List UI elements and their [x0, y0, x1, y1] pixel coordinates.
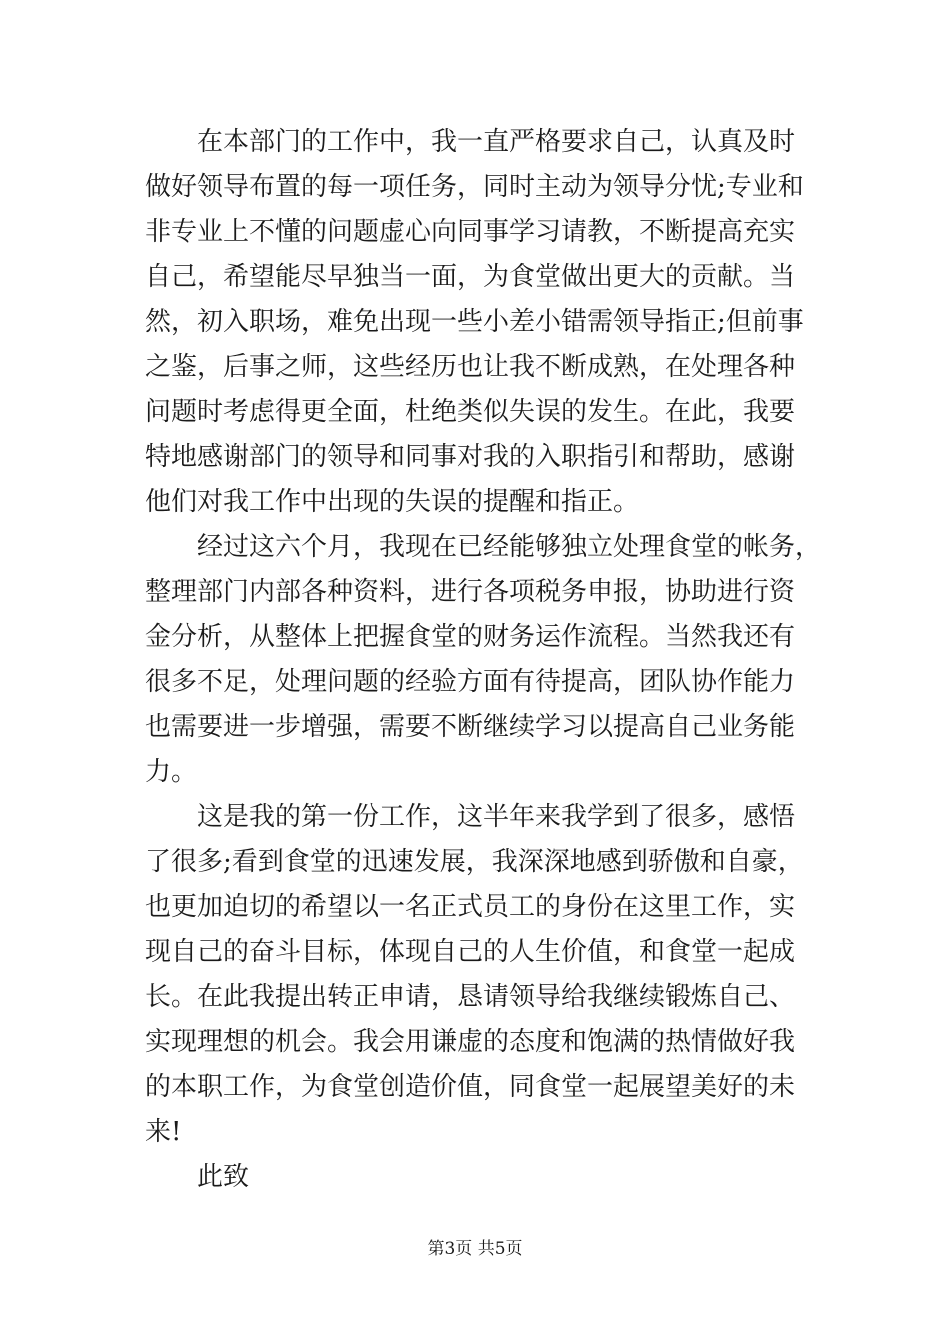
paragraph-1 [145, 120, 810, 525]
text-line: 在本部门的工作中，我一直严格要求自己，认真及时 [197, 127, 796, 157]
text-line: 然，初入职场，难免出现一些小差小错需领导指正;但前事 [145, 307, 804, 337]
text-line: 这是我的第一份工作，这半年来我学到了很多，感悟 [197, 802, 796, 832]
text-line: 也更加迫切的希望以一名正式员工的身份在这里工作，实 [145, 892, 796, 922]
text-line: 现自己的奋斗目标，体现自己的人生价值，和食堂一起成 [145, 937, 796, 967]
paragraph-3 [145, 795, 810, 1155]
text-line: 非专业上不懂的问题虚心向同事学习请教，不断提高充实 [145, 217, 796, 247]
text-line: 自己，希望能尽早独当一面，为食堂做出更大的贡献。当 [145, 262, 796, 292]
text-line: 实现理想的机会。我会用谦虚的态度和饱满的热情做好我 [145, 1027, 796, 1057]
text-line: 问题时考虑得更全面，杜绝类似失误的发生。在此，我要 [145, 397, 796, 427]
document-body [145, 120, 822, 1200]
text-line: 金分析，从整体上把握食堂的财务运作流程。当然我还有 [145, 622, 796, 652]
text-line: 特地感谢部门的领导和同事对我的入职指引和帮助，感谢 [145, 442, 796, 472]
closing-salutation: 此致 [197, 1162, 250, 1192]
page-number-footer: 第3页 共5页 [427, 1239, 523, 1259]
text-line: 也需要进一步增强，需要不断继续学习以提高自己业务能 [145, 712, 796, 742]
text-line: 长。在此我提出转正申请，恳请领导给我继续锻炼自己、 [145, 982, 796, 1012]
text-line: 很多不足，处理问题的经验方面有待提高，团队协作能力 [145, 667, 796, 697]
text-line: 的本职工作，为食堂创造价值，同食堂一起展望美好的未 [145, 1072, 796, 1102]
paragraph-2 [145, 525, 822, 795]
text-line: 之鉴，后事之师，这些经历也让我不断成熟，在处理各种 [145, 352, 796, 382]
text-line: 来! [145, 1117, 182, 1147]
text-line: 做好领导布置的每一项任务，同时主动为领导分忧;专业和 [145, 172, 804, 202]
text-line: 他们对我工作中出现的失误的提醒和指正。 [145, 487, 640, 517]
text-line: 了很多;看到食堂的迅速发展，我深深地感到骄傲和自豪， [145, 847, 804, 877]
text-line: 经过这六个月，我现在已经能够独立处理食堂的帐务， [197, 532, 822, 562]
text-line: 整理部门内部各种资料，进行各项税务申报，协助进行资 [145, 577, 796, 607]
text-line: 力。 [145, 757, 198, 787]
